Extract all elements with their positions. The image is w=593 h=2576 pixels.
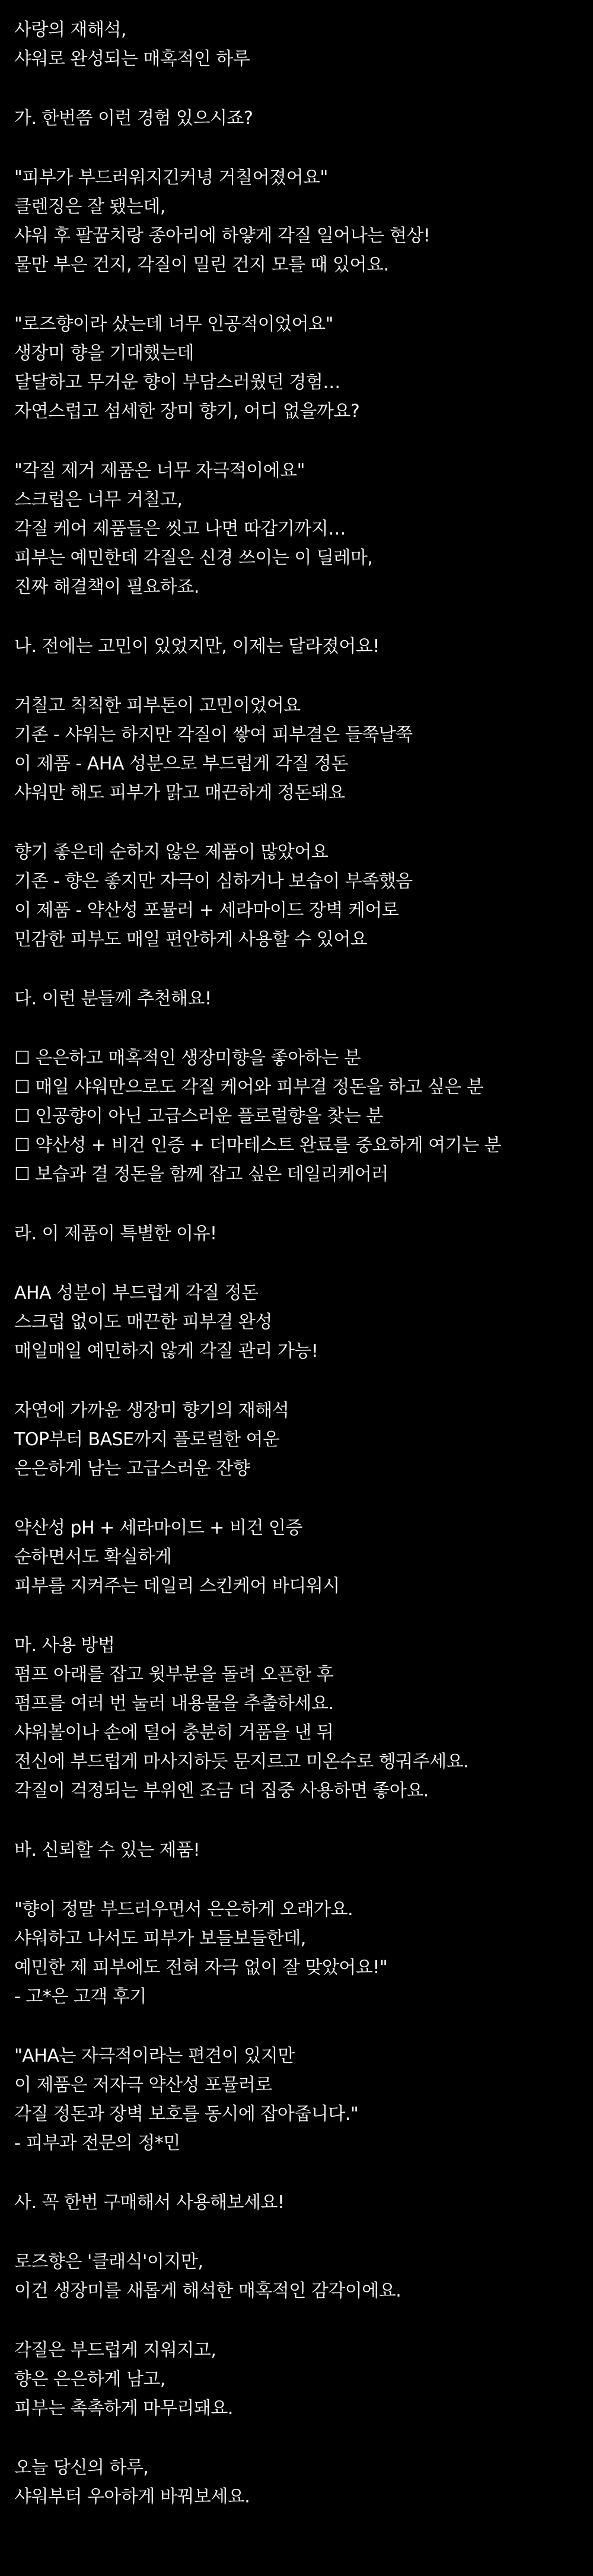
text-line: 피부를 지켜주는 데일리 스킨케어 바디워시 <box>14 1576 340 1597</box>
text-line: ☐ 매일 샤워만으로도 각질 케어와 피부결 정돈을 하고 싶은 분 <box>14 1077 484 1098</box>
text-section <box>14 15 593 74</box>
text-line: 피부는 예민한데 각질은 신경 쓰이는 이 딜레마, <box>14 548 373 568</box>
text-section <box>14 2041 593 2158</box>
text-line: "향이 정말 부드러우면서 은은하게 오래가요. <box>14 1899 353 1920</box>
text-line: 나. 전에는 고민이 있었지만, 이제는 달라졌어요! <box>14 636 380 657</box>
text-line: "로즈향이라 샀는데 너무 인공적이었어요" <box>14 314 333 335</box>
text-line: 샤워 후 팔꿈치랑 종아리에 하얗게 각질 일어나는 현상! <box>14 225 431 246</box>
text-line: 다. 이런 분들께 추천해요! <box>14 988 212 1009</box>
text-line: 자연스럽고 섬세한 장미 향기, 어디 없을까요? <box>14 401 360 422</box>
text-line: 오늘 당신의 하루, <box>14 2457 149 2478</box>
text-line: 마. 사용 방법 <box>14 1635 115 1656</box>
text-line: 매일매일 예민하지 않게 각질 관리 가능! <box>14 1341 318 1362</box>
text-line: 펌프를 여러 번 눌러 내용물을 추출하세요. <box>14 1693 334 1714</box>
text-line: 스크럽 없이도 매끈한 피부결 완성 <box>14 1312 272 1332</box>
text-section <box>14 1836 593 1865</box>
text-section <box>14 310 593 426</box>
text-line: TOP부터 BASE까지 플로럴한 여운 <box>14 1429 280 1450</box>
text-section <box>14 2336 593 2423</box>
text-line: 펌프 아래를 잡고 윗부분을 돌려 오픈한 후 <box>14 1664 334 1685</box>
text-line: 물만 부은 건지, 각질이 밀린 건지 모를 때 있어요. <box>14 255 389 275</box>
text-line: 기존 - 샤워는 하지만 각질이 쌓여 피부결은 들쭉날쭉 <box>14 724 413 745</box>
text-line: 이건 생장미를 새롭게 해석한 매혹적인 감각이에요. <box>14 2281 401 2301</box>
text-line: 생장미 향을 기대했는데 <box>14 343 194 364</box>
text-section <box>14 1631 593 1805</box>
text-line: 이 제품 - AHA 성분으로 부드럽게 각질 정돈 <box>14 753 348 774</box>
text-line: 가. 한번쯤 이런 경험 있으시죠? <box>14 108 253 129</box>
text-line: 피부는 촉촉하게 마무리돼요. <box>14 2398 233 2419</box>
text-line: 각질은 부드럽게 지워지고, <box>14 2340 216 2361</box>
text-section <box>14 984 593 1013</box>
text-line: ☐ 은은하고 매혹적인 생장미향을 좋아하는 분 <box>14 1048 361 1068</box>
text-line: 클렌징은 잘 됐는데, <box>14 196 165 217</box>
text-section <box>14 456 593 602</box>
text-line: 달달하고 무거운 향이 부담스러웠던 경험… <box>14 372 340 393</box>
text-section <box>14 1044 593 1189</box>
text-line: 각질 정돈과 장벽 보호를 동시에 잡아줍니다." <box>14 2104 359 2125</box>
text-line: 진짜 해결책이 필요하죠. <box>14 577 199 597</box>
text-section <box>14 163 593 279</box>
text-line: 순하면서도 확실하게 <box>14 1547 172 1567</box>
text-line: 각질이 걱정되는 부위엔 조금 더 집중 사용하면 좋아요. <box>14 1780 429 1801</box>
text-line: ☐ 보습과 결 정돈을 함께 잡고 싶은 데일리케어러 <box>14 1164 388 1185</box>
text-line: 향기 좋은데 순하지 않은 제품이 많았어요 <box>14 842 329 863</box>
text-section <box>14 838 593 954</box>
text-line: 샤워부터 우아하게 바꿔보세요. <box>14 2486 250 2507</box>
text-line: 이 제품은 저자극 약산성 포뮬러로 <box>14 2075 272 2095</box>
text-line: 샤워만 해도 피부가 맑고 매끈하게 정돈돼요 <box>14 783 345 803</box>
text-line: 사랑의 재해석, <box>14 20 126 40</box>
text-line: 전신에 부드럽게 마사지하듯 문지르고 미온수로 헹궈주세요. <box>14 1751 469 1772</box>
text-section <box>14 2188 593 2217</box>
text-line: 거칠고 칙칙한 피부톤이 고민이었어요 <box>14 695 301 716</box>
text-line: 바. 신뢰할 수 있는 제품! <box>14 1840 200 1861</box>
text-section <box>14 1396 593 1483</box>
text-line: ☐ 약산성 + 비건 인증 + 더마테스트 완료를 중요하게 여기는 분 <box>14 1135 502 1156</box>
text-line: "AHA는 자극적이라는 편견이 있지만 <box>14 2046 295 2066</box>
text-section <box>14 1895 593 2011</box>
text-line: 샤워하고 나서도 피부가 보들보들한데, <box>14 1928 306 1949</box>
text-line: ☐ 인공향이 아닌 고급스러운 플로럴향을 찾는 분 <box>14 1106 383 1127</box>
text-section <box>14 1513 593 1601</box>
text-line: 은은하게 남는 고급스러운 잔향 <box>14 1458 250 1479</box>
text-line: - 피부과 전문의 정*민 <box>14 2133 180 2154</box>
text-line: 민감한 피부도 매일 편안하게 사용할 수 있어요 <box>14 929 368 950</box>
text-line: 사. 꼭 한번 구매해서 사용해보세요! <box>14 2192 285 2213</box>
text-section <box>14 691 593 807</box>
text-line: 약산성 pH + 세라마이드 + 비건 인증 <box>14 1518 302 1538</box>
text-line: "각질 제거 제품은 너무 자극적이에요" <box>14 460 305 481</box>
text-line: 각질 케어 제품들은 씻고 나면 따갑기까지… <box>14 519 346 539</box>
text-line: 스크럽은 너무 거칠고, <box>14 489 183 510</box>
text-line: "피부가 부드러워지긴커녕 거칠어졌어요" <box>14 167 328 188</box>
text-section <box>14 1279 593 1366</box>
text-section <box>14 1219 593 1248</box>
text-line: 샤워로 완성되는 매혹적인 하루 <box>14 49 250 69</box>
text-line: 예민한 제 피부에도 전혀 자극 없이 잘 맞았어요!" <box>14 1957 388 1978</box>
text-line: 이 제품 - 약산성 포뮬러 + 세라마이드 장벽 케어로 <box>14 900 399 921</box>
text-section <box>14 632 593 661</box>
text-line: AHA 성분이 부드럽게 각질 정돈 <box>14 1283 259 1303</box>
text-line: 향은 은은하게 남고, <box>14 2369 165 2390</box>
text-line: 자연에 가까운 생장미 향기의 재해석 <box>14 1400 289 1421</box>
text-section <box>14 2453 593 2511</box>
text-line: 라. 이 제품이 특별한 이유! <box>14 1223 217 1244</box>
text-line: 샤워볼이나 손에 덜어 충분히 거품을 낸 뒤 <box>14 1722 334 1743</box>
text-section <box>14 2247 593 2305</box>
text-line: 로즈향은 '클래식'이지만, <box>14 2251 203 2272</box>
text-line: 기존 - 향은 좋지만 자극이 심하거나 보습이 부족했음 <box>14 871 413 892</box>
text-line: - 고*은 고객 후기 <box>14 1986 146 2007</box>
text-section <box>14 104 593 133</box>
